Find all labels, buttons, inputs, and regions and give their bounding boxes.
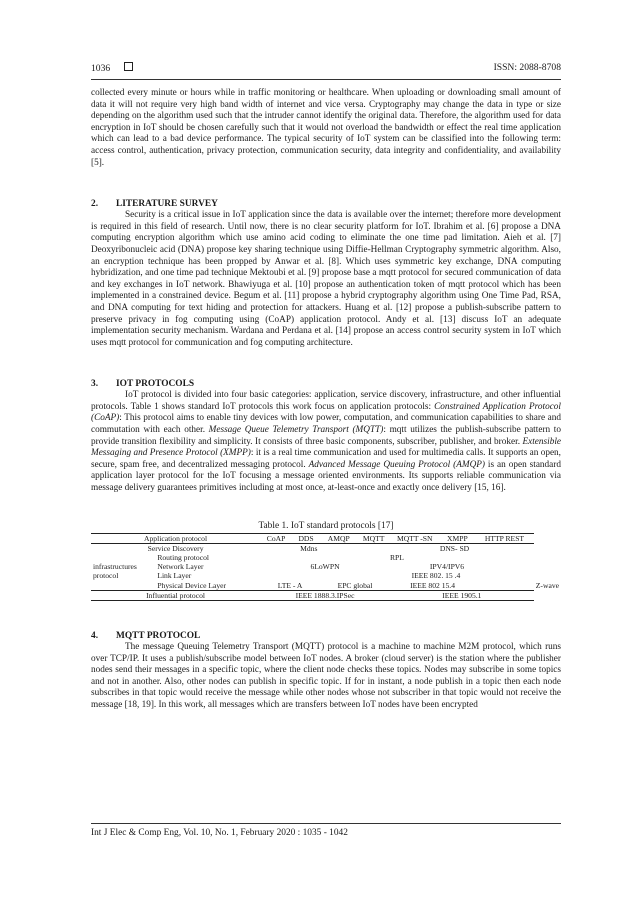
header-rule (91, 79, 561, 80)
mqtt-term: Message Queue Telemetry Transport (MQTT) (208, 425, 384, 436)
square-icon (124, 62, 133, 71)
section-heading (91, 198, 561, 210)
literature-body: Security is a critical issue in IoT application since the data is available over the internet; therefore more development is required in this field of research. Until now, there is no clear security platform for IoT. Ibrahim et al. [6] propose a DNA computing encryption algorithm which use amino acid coding to eliminate the one time pad limitation. Aieh et al. [7] Deoxyribonucleic acid (DNA) propose key sharing technique using Diffie-Hellman Cryptography symmetric algorithm. Also, an encryption technique has been propped by Anwar et al. [8]. Which uses symmetric key exchange, DNA computing hybridization, and one time pad technique Mektoubi et al. [9] propose base a mqtt protocol for secured communication of data and key exchanges in IoT network. Bhawiyuga et al. [10] propose an authentication token of mqtt protocol which has been implemented in a constrained device. Begum et al. [11] propose a hybrid cryptography algorithm using One Time Pad, RSA, and DNA computing for text hiding and protection for attackers. Huang et al. [12] propose a publish-subscribe pattern to preserve privacy in fog computing using (CoAP) application protocol. Andy et al. [13] discuss IoT an adequate implementation security mechanism. Wardana and Perdana et al. [14] propose an access control security system in IoT which uses mqtt protocol for communication and fog computing architecture. (91, 210, 561, 348)
section-heading (91, 378, 561, 390)
table-row (91, 562, 561, 571)
section-mqtt-protocol (91, 630, 561, 712)
table-cell: Routing protocol (157, 553, 209, 563)
table-cell (475, 581, 534, 591)
intro-paragraph: collected every minute or hours while in traffic monitoring or healthcare. When uploading or downloading small amount of data it will not require very high band width of internet and vice versa. Cryptography may change the data in type or size depending on the algorithm used such that the intruder cannot identify the original data. Therefore, the algorithm used for data encryption in IoT should be chosen carefully such that it would not overload the bandwidth or effect the real time application which can lead to a bad device performance. The typical security of IoT system can be classified into the following term: access control, authentication, privacy protection, communication security, data integrity and confidentiality, and availability [5]. (91, 88, 561, 168)
table-row (91, 571, 561, 580)
table-cell: IEEE 802. 15 .4 (411, 571, 461, 581)
table-cell (91, 581, 155, 591)
iot-body (91, 390, 561, 494)
table-cell: Mdns (300, 543, 318, 553)
iot-text-4: : it is a real time communication and used for multimedia calls. It supports an open, secure, spam free, and decentralized messaging protocol. (91, 448, 561, 470)
amqp-term: Advanced Message Queuing Protocol (AMQP) (308, 459, 485, 470)
section-title: IOT PROTOCOLS (116, 379, 195, 390)
table-row (91, 553, 561, 562)
page-header (91, 62, 561, 78)
table-cell: DNS- SD (439, 543, 470, 553)
section-number: 4. (91, 631, 99, 642)
section-iot-protocols (91, 378, 561, 601)
protocol-table (91, 533, 561, 601)
table-cell: Z-wave (535, 580, 559, 590)
table-cell: IEEE 802 15.4 (410, 580, 455, 590)
table-cell: Link Layer (157, 571, 192, 581)
table-cell: AMQP (320, 533, 357, 543)
section-number: 2. (91, 199, 99, 210)
section-heading (91, 630, 561, 642)
iot-text-3: : mqtt utilizes the publish-subscribe pattern to provide transition flexibility and simplicity. It consists of three basic components, subscriber, publisher, and broker. (91, 425, 561, 447)
section-title: MQTT PROTOCOL (116, 631, 201, 642)
table-row (91, 533, 561, 543)
main-content (91, 88, 561, 712)
section-number: 3. (91, 379, 99, 390)
table-cell: MQTT (357, 533, 389, 543)
iot-text-1: IoT protocol is divided into four basic categories: application, service discovery, infrastructure, and other influential protocols. Table 1 shows standard IoT protocols this work focus on application protocols: (91, 390, 561, 412)
table-row (91, 581, 561, 591)
header-left (91, 62, 133, 74)
footer-rule (91, 823, 561, 824)
table-cell: LTE - A (277, 580, 303, 590)
table-cell: 6LoWPN (310, 562, 340, 572)
table-cell: IEEE 1888.3.IPSec (260, 590, 390, 600)
table-cell (91, 553, 155, 562)
table-cell: IEEE 1905.1 (390, 590, 534, 600)
table-row (91, 590, 561, 600)
page-number: 1036 (91, 63, 111, 74)
section-title: LITERATURE SURVEY (116, 199, 218, 210)
table-cell: XMPP (440, 533, 476, 543)
xmpp-term: Extensible Messaging and Presence Protocol (XMPP) (91, 436, 561, 459)
table-cell: Influential protocol (91, 590, 260, 600)
table-cell: Network Layer (157, 562, 204, 572)
table-row (91, 543, 561, 553)
table-cell: IPV4/IPV6 (429, 562, 465, 572)
table-cell: MQTT -SN (390, 533, 440, 543)
table-cell: Application protocol (91, 533, 260, 543)
mqtt-body: The message Queuing Telemetry Transport (MQTT) protocol is a machine to machine M2M protocol, which runs over TCP/IP. It uses a publish/subscribe model between IoT nodes. A broker (cloud server) is the station where the publisher nodes send their messages in a specific topic, where the client node checks these topics. Nodes may subscribe in some topics and not in another. Also, other nodes can publish in specific topic. If for in instant, a node publish in a topic then each node subscribes in that topic would receive the message while other nodes whose not subscriber in that topic would not receive the message [18, 19]. In this work, all messages which are transfers between IoT nodes have been encrypted (91, 642, 561, 711)
issn: ISSN: 2088-8708 (493, 62, 561, 73)
footer-citation: Int J Elec & Comp Eng, Vol. 10, No. 1, February 2020 : 1035 - 1042 (91, 828, 348, 838)
iot-text-5: is an open standard application layer protocol for the IoT focusing a message oriented environments. Its supports reliable communication via message delivery guarantees primitives including at most once, at-least-once and exactly once delivery [15, 16]. (91, 459, 561, 494)
table-cell: Physical Device Layer (157, 580, 227, 590)
table-cell: RPL (389, 553, 404, 563)
coap-term: Constrained Application Protocol (CoAP) (91, 401, 561, 424)
section-literature (91, 198, 561, 349)
table-cell: EPC global (337, 580, 373, 590)
table-cell: Service Discovery (147, 543, 204, 553)
table-cell: DDS (292, 533, 320, 543)
table-cell: CoAP (260, 533, 292, 543)
table-caption: Table 1. IoT standard protocols [17] (258, 520, 394, 531)
table-cell: HTTP REST (475, 533, 534, 543)
table-cell: protocol (93, 571, 119, 581)
table-cell (475, 543, 534, 553)
iot-text-2: : This protocol aims to enable tiny devices with low power, computation, and communication capabilities to share and commutation with each other. (91, 413, 561, 436)
table-cell: infrastructures (93, 562, 137, 572)
